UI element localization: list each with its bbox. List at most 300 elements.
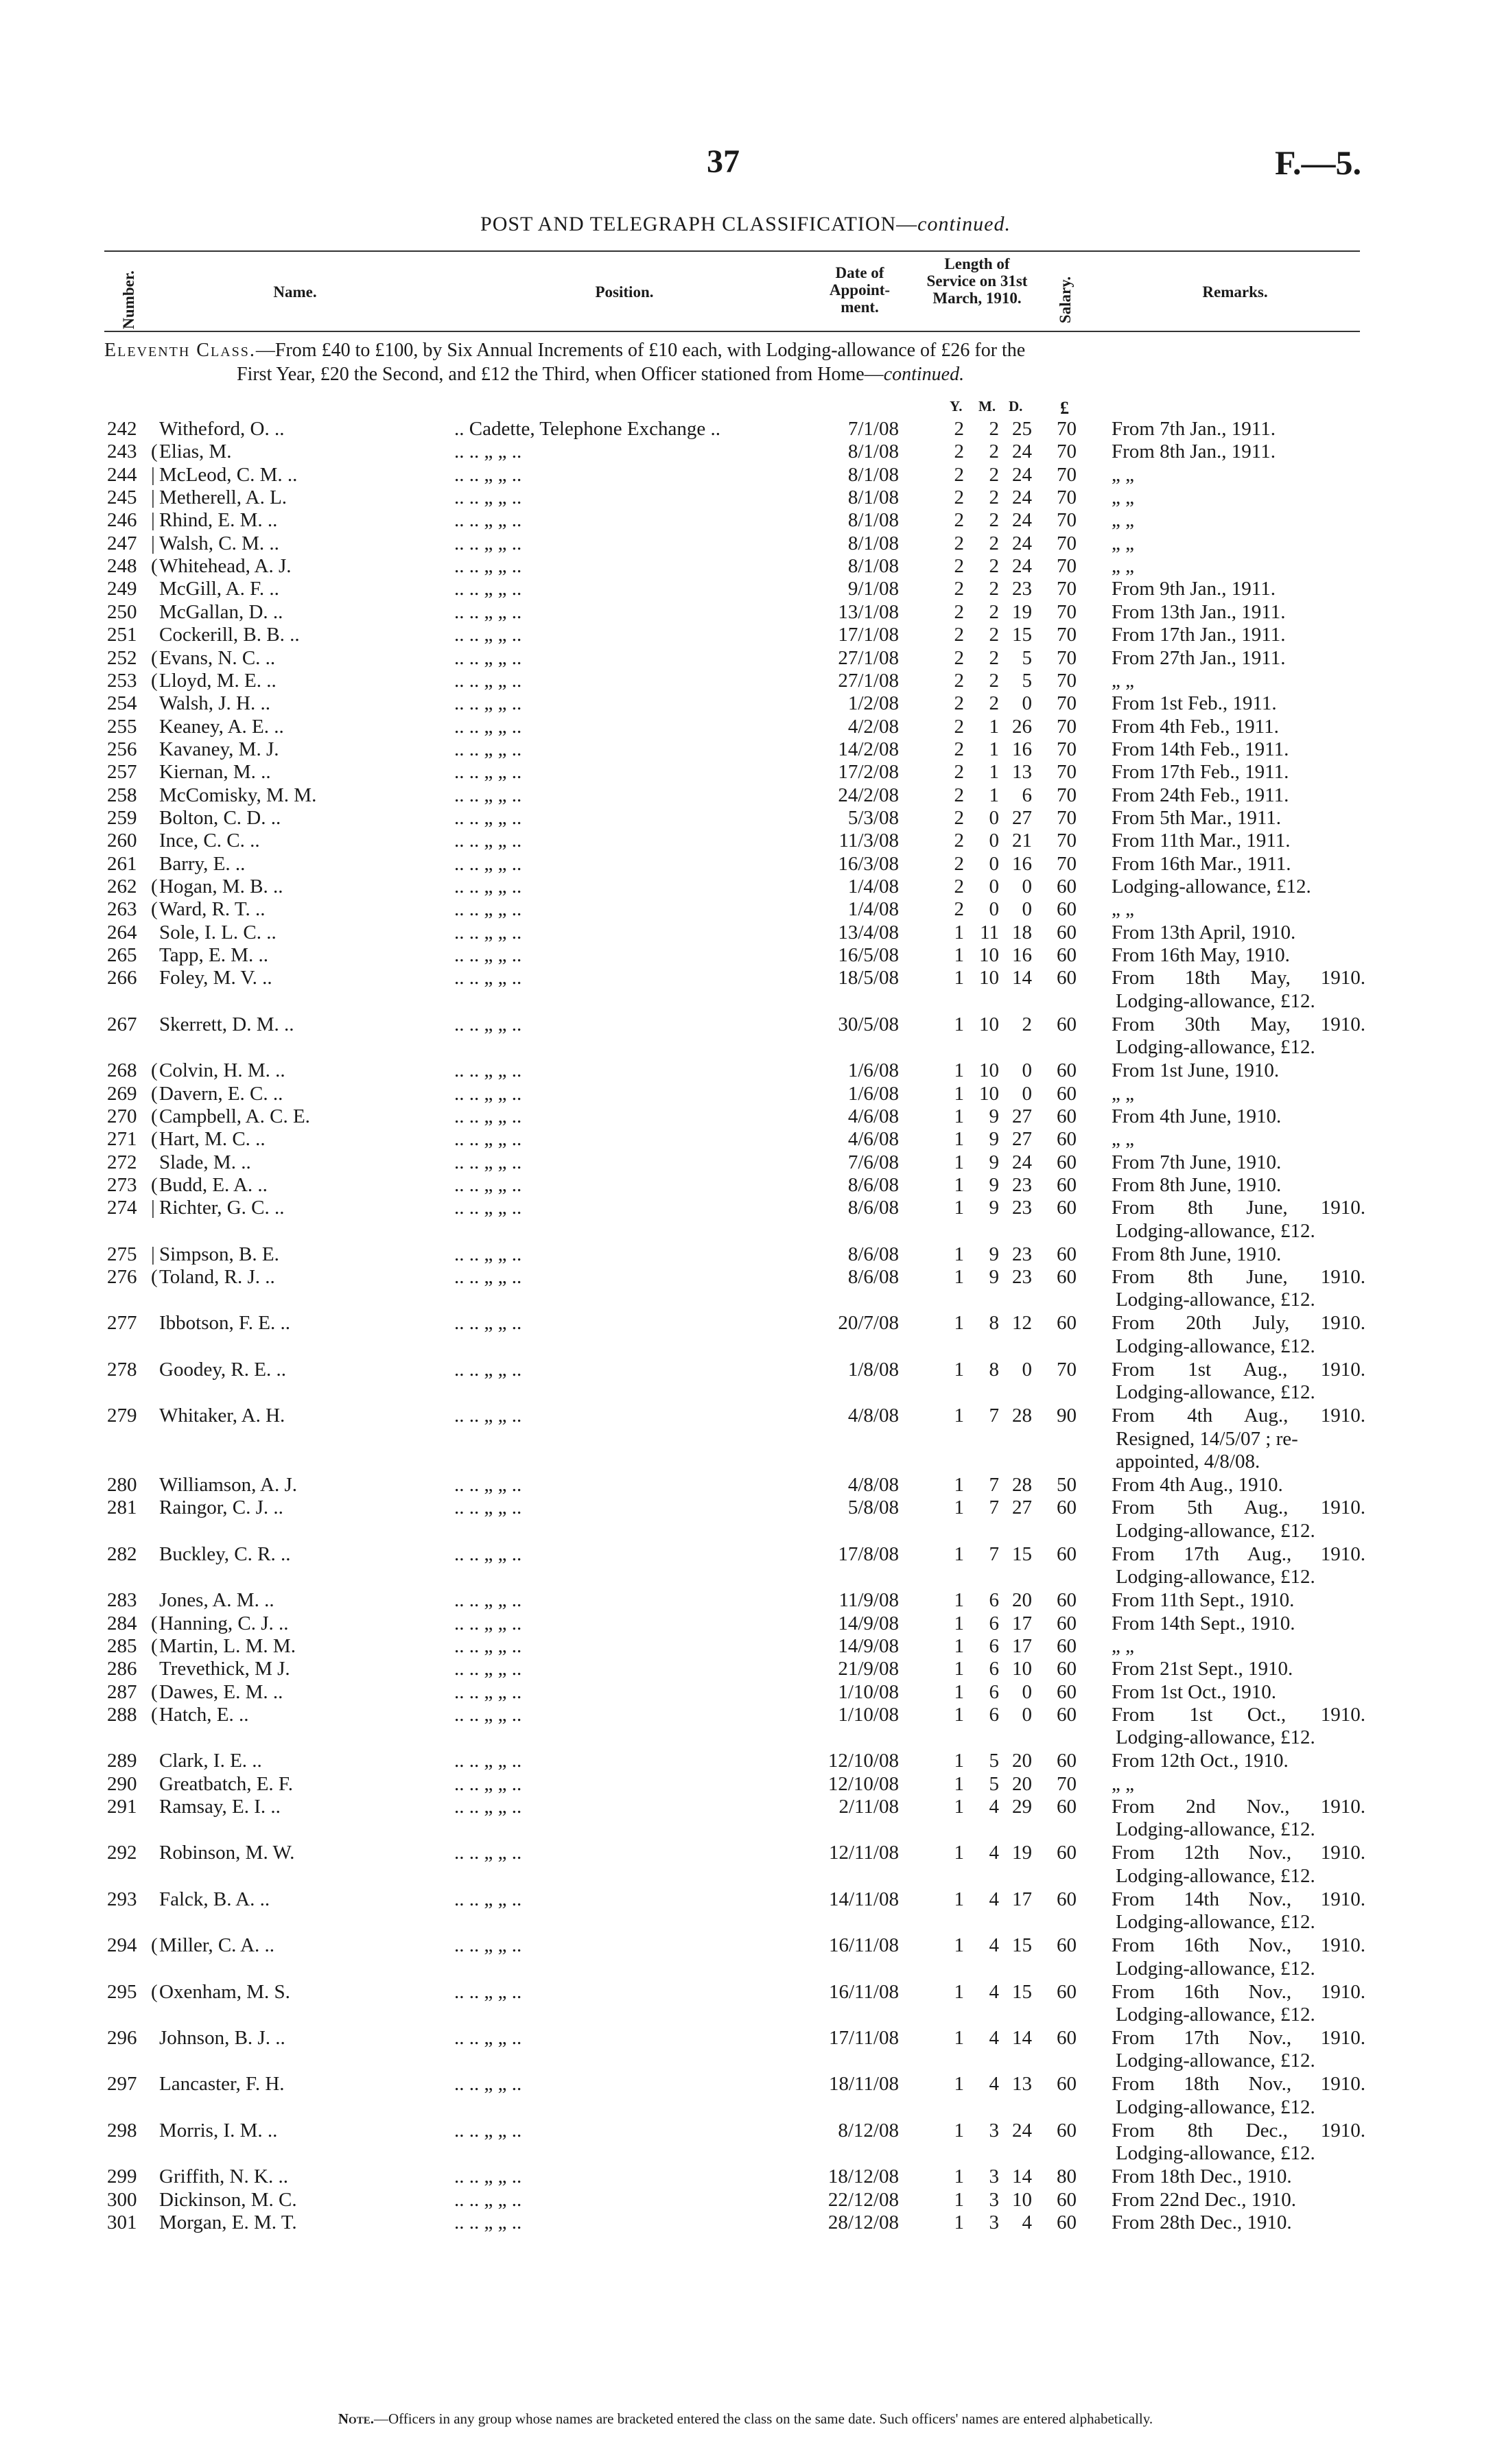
row-remarks: From 2nd Nov., 1910.	[1112, 1796, 1365, 1818]
row-remarks: From 16th Nov., 1910.	[1112, 1980, 1365, 2003]
row-position: .. .. „ „ ..	[454, 1358, 522, 1381]
row-position: .. .. „ „ ..	[454, 2119, 522, 2142]
row-salary: 70	[1057, 738, 1077, 760]
header-rule-bottom	[104, 331, 1360, 332]
row-remarks: From 5th Mar., 1911.	[1112, 806, 1282, 829]
row-name: Miller, C. A. ..	[159, 1934, 275, 1957]
row-number: 292	[107, 1842, 137, 1864]
row-position: .. .. „ „ ..	[454, 852, 522, 875]
row-remarks: From 11th Sept., 1910.	[1112, 1589, 1295, 1612]
row-years: 2	[954, 715, 964, 738]
row-years: 1	[954, 1542, 964, 1565]
row-number: 264	[107, 921, 137, 943]
row-bracket: (	[151, 1934, 158, 1957]
row-position: .. .. „ „ ..	[454, 761, 522, 784]
header-position: Position.	[595, 283, 654, 301]
row-days: 14	[1012, 2027, 1032, 2049]
row-position: .. .. „ „ ..	[454, 1151, 522, 1173]
row-days: 15	[1012, 1542, 1032, 1565]
row-name: Goodey, R. E. ..	[159, 1358, 286, 1381]
row-position: .. .. „ „ ..	[454, 1497, 522, 1519]
row-remarks: From 21st Sept., 1910.	[1112, 1658, 1293, 1680]
row-salary: 70	[1057, 692, 1077, 715]
row-date: 5/3/08	[847, 806, 899, 829]
row-number: 294	[107, 1934, 137, 1957]
row-remarks-continued: Lodging-allowance, £12.	[1116, 1381, 1315, 1404]
row-remarks-continued: Lodging-allowance, £12.	[1116, 2142, 1315, 2165]
row-number: 274	[107, 1197, 137, 1219]
subheader-pound: £	[1060, 398, 1069, 418]
row-months: 0	[989, 806, 999, 829]
header-name: Name.	[273, 283, 317, 301]
row-days: 0	[1022, 1358, 1032, 1381]
row-remarks: From 13th Jan., 1911.	[1112, 600, 1286, 623]
row-date: 17/8/08	[838, 1542, 899, 1565]
row-name: Budd, E. A. ..	[159, 1173, 268, 1196]
row-salary: 70	[1057, 441, 1077, 463]
class-heading-text: —From £40 to £100, by Six Annual Increments of £10 each, with Lodging-allowance of £26 for the	[255, 340, 1026, 361]
row-remarks: From 4th Feb., 1911.	[1112, 715, 1279, 738]
row-days: 23	[1012, 1266, 1032, 1289]
row-months: 5	[989, 1750, 999, 1772]
row-position: .. .. „ „ ..	[454, 1772, 522, 1795]
row-name: Jones, A. M. ..	[159, 1589, 274, 1612]
row-remarks: From 27th Jan., 1911.	[1112, 646, 1286, 669]
row-years: 1	[954, 967, 964, 989]
row-months: 2	[989, 441, 999, 463]
row-bracket: (	[151, 441, 158, 463]
row-years: 2	[954, 876, 964, 897]
header-date: Date of Appoint-ment.	[829, 264, 891, 316]
row-months: 9	[989, 1128, 999, 1151]
row-years: 1	[954, 1243, 964, 1265]
row-number: 298	[107, 2119, 137, 2142]
class-heading-line2-suffix: continued.	[883, 364, 965, 385]
row-position: .. .. „ „ ..	[454, 2188, 522, 2211]
row-months: 0	[989, 898, 999, 921]
row-months: 10	[979, 1059, 999, 1082]
row-remarks: From 8th Dec., 1910.	[1112, 2119, 1365, 2142]
row-days: 19	[1012, 1842, 1032, 1864]
row-date: 8/6/08	[847, 1243, 899, 1265]
row-years: 1	[954, 1634, 964, 1657]
row-days: 26	[1012, 715, 1032, 738]
row-bracket: (	[151, 1128, 158, 1151]
row-name: Whitaker, A. H.	[159, 1405, 285, 1427]
row-date: 16/11/08	[828, 1934, 899, 1957]
row-days: 27	[1012, 1105, 1032, 1127]
row-remarks: From 4th June, 1910.	[1112, 1105, 1282, 1127]
row-date: 11/3/08	[838, 830, 899, 852]
row-date: 17/11/08	[828, 2027, 899, 2049]
row-number: 242	[107, 418, 137, 440]
row-name: Tapp, E. M. ..	[159, 944, 269, 967]
row-number: 276	[107, 1266, 137, 1289]
row-bracket: |	[151, 1197, 155, 1219]
row-days: 10	[1012, 2188, 1032, 2211]
row-number: 270	[107, 1105, 137, 1127]
row-years: 1	[954, 1173, 964, 1196]
row-days: 28	[1012, 1405, 1032, 1427]
row-months: 4	[989, 1796, 999, 1818]
row-years: 1	[954, 1266, 964, 1289]
row-number: 269	[107, 1082, 137, 1105]
row-position: .. Cadette, Telephone Exchange ..	[454, 418, 720, 440]
row-date: 1/8/08	[847, 1358, 899, 1381]
row-remarks-continued: Lodging-allowance, £12.	[1116, 1864, 1315, 1887]
row-days: 0	[1022, 1680, 1032, 1703]
row-remarks: „ „	[1112, 1128, 1134, 1151]
row-months: 2	[989, 600, 999, 623]
row-years: 1	[954, 1082, 964, 1105]
row-date: 14/2/08	[838, 738, 899, 760]
row-days: 25	[1012, 418, 1032, 440]
row-position: .. .. „ „ ..	[454, 1658, 522, 1680]
row-position: .. .. „ „ ..	[454, 921, 522, 943]
row-salary: 70	[1057, 669, 1077, 692]
row-days: 5	[1022, 646, 1032, 669]
row-name: Barry, E. ..	[159, 852, 246, 875]
row-date: 4/6/08	[847, 1105, 899, 1127]
row-remarks-continued: Lodging-allowance, £12.	[1116, 1519, 1315, 1542]
row-date: 13/4/08	[838, 921, 899, 943]
row-name: Kavaney, M. J.	[159, 738, 279, 760]
row-remarks: From 1st Aug., 1910.	[1112, 1358, 1365, 1381]
row-years: 2	[954, 852, 964, 875]
row-months: 5	[989, 1772, 999, 1795]
row-number: 278	[107, 1358, 137, 1381]
row-years: 2	[954, 624, 964, 646]
row-months: 2	[989, 646, 999, 669]
row-months: 2	[989, 555, 999, 578]
row-number: 247	[107, 532, 137, 554]
row-salary: 70	[1057, 624, 1077, 646]
row-days: 6	[1022, 784, 1032, 806]
row-days: 20	[1012, 1750, 1032, 1772]
row-position: .. .. „ „ ..	[454, 646, 522, 669]
row-days: 0	[1022, 876, 1032, 897]
row-name: Keaney, A. E. ..	[159, 715, 284, 738]
row-date: 8/1/08	[847, 463, 899, 486]
row-number: 293	[107, 1888, 137, 1910]
row-salary: 60	[1057, 1151, 1077, 1173]
row-position: .. .. „ „ ..	[454, 669, 522, 692]
page-title	[0, 213, 1491, 236]
row-number: 252	[107, 646, 137, 669]
row-number: 257	[107, 761, 137, 784]
row-position: .. .. „ „ ..	[454, 1405, 522, 1427]
row-name: Davern, E. C. ..	[159, 1082, 283, 1105]
row-salary: 70	[1057, 486, 1077, 509]
row-bracket: |	[151, 509, 155, 532]
row-months: 3	[989, 2166, 999, 2188]
row-years: 2	[954, 555, 964, 578]
row-number: 291	[107, 1796, 137, 1818]
row-days: 15	[1012, 1980, 1032, 2003]
row-date: 14/11/08	[828, 1888, 899, 1910]
row-months: 7	[989, 1497, 999, 1519]
row-number: 250	[107, 600, 137, 623]
row-number: 256	[107, 738, 137, 760]
row-name: Rhind, E. M. ..	[159, 509, 278, 532]
row-number: 280	[107, 1474, 137, 1496]
row-years: 2	[954, 806, 964, 829]
row-remarks: „ „	[1112, 1634, 1134, 1657]
row-remarks: From 16th May, 1910.	[1112, 944, 1290, 967]
row-name: McLeod, C. M. ..	[159, 463, 298, 486]
row-months: 6	[989, 1612, 999, 1634]
row-days: 0	[1022, 1059, 1032, 1082]
row-months: 9	[989, 1151, 999, 1173]
row-number: 263	[107, 898, 137, 921]
row-months: 0	[989, 876, 999, 897]
row-months: 2	[989, 578, 999, 600]
row-months: 2	[989, 692, 999, 715]
row-number: 301	[107, 2211, 137, 2233]
row-name: Greatbatch, E. F.	[159, 1772, 293, 1795]
row-days: 17	[1012, 1612, 1032, 1634]
row-salary: 70	[1057, 784, 1077, 806]
row-date: 22/12/08	[827, 2188, 899, 2211]
row-remarks: „ „	[1112, 532, 1134, 554]
row-number: 282	[107, 1542, 137, 1565]
row-salary: 60	[1057, 2211, 1077, 2233]
row-years: 1	[954, 921, 964, 943]
row-remarks: „ „	[1112, 669, 1134, 692]
row-number: 260	[107, 830, 137, 852]
row-name: Campbell, A. C. E.	[159, 1105, 310, 1127]
row-months: 6	[989, 1680, 999, 1703]
row-bracket: (	[151, 1612, 158, 1634]
row-months: 10	[979, 1013, 999, 1035]
row-years: 1	[954, 1474, 964, 1496]
row-salary: 70	[1057, 418, 1077, 440]
row-days: 21	[1012, 830, 1032, 852]
row-name: Williamson, A. J.	[159, 1474, 298, 1496]
row-years: 2	[954, 646, 964, 669]
row-salary: 60	[1057, 1059, 1077, 1082]
row-years: 1	[954, 1888, 964, 1910]
row-number: 299	[107, 2166, 137, 2188]
row-months: 4	[989, 1980, 999, 2003]
row-name: Skerrett, D. M. ..	[159, 1013, 294, 1035]
row-years: 1	[954, 1405, 964, 1427]
row-salary: 60	[1057, 1796, 1077, 1818]
row-number: 287	[107, 1680, 137, 1703]
row-years: 1	[954, 1842, 964, 1864]
row-salary: 60	[1057, 1842, 1077, 1864]
row-remarks: From 17th Aug., 1910.	[1112, 1542, 1365, 1565]
row-remarks-continued: Lodging-allowance, £12.	[1116, 1911, 1315, 1934]
row-days: 0	[1022, 1703, 1032, 1726]
row-months: 2	[989, 418, 999, 440]
row-bracket: (	[151, 1173, 158, 1196]
row-remarks: From 7th June, 1910.	[1112, 1151, 1282, 1173]
row-salary: 60	[1057, 2188, 1077, 2211]
row-name: Griffith, N. K. ..	[159, 2166, 288, 2188]
row-date: 8/6/08	[847, 1173, 899, 1196]
row-position: .. .. „ „ ..	[454, 463, 522, 486]
row-years: 1	[954, 1358, 964, 1381]
row-date: 27/1/08	[838, 669, 899, 692]
row-number: 262	[107, 876, 137, 897]
row-date: 1/4/08	[847, 876, 899, 897]
row-days: 0	[1022, 692, 1032, 715]
row-years: 2	[954, 441, 964, 463]
row-years: 1	[954, 1059, 964, 1082]
header-rule-top	[104, 250, 1360, 252]
row-salary: 60	[1057, 1542, 1077, 1565]
row-years: 1	[954, 1934, 964, 1957]
row-bracket: (	[151, 1082, 158, 1105]
row-years: 1	[954, 2073, 964, 2096]
row-years: 2	[954, 669, 964, 692]
row-days: 16	[1012, 852, 1032, 875]
row-remarks: From 18th Nov., 1910.	[1112, 2073, 1365, 2096]
row-years: 1	[954, 1128, 964, 1151]
row-salary: 70	[1057, 852, 1077, 875]
header-salary: Salary.	[1057, 276, 1074, 324]
row-position: .. .. „ „ ..	[454, 1888, 522, 1910]
row-days: 23	[1012, 1243, 1032, 1265]
row-number: 261	[107, 852, 137, 875]
row-remarks: From 17th Feb., 1911.	[1112, 761, 1289, 784]
row-position: .. .. „ „ ..	[454, 1059, 522, 1082]
row-name: Raingor, C. J. ..	[159, 1497, 283, 1519]
row-name: Richter, G. C. ..	[159, 1197, 285, 1219]
row-date: 1/6/08	[847, 1059, 899, 1082]
page-number: 37	[707, 143, 740, 180]
row-name: Dickinson, M. C.	[159, 2188, 297, 2211]
row-salary: 50	[1057, 1474, 1077, 1496]
row-position: .. .. „ „ ..	[454, 624, 522, 646]
row-name: Morgan, E. M. T.	[159, 2211, 297, 2233]
row-salary: 70	[1057, 715, 1077, 738]
row-position: .. .. „ „ ..	[454, 2073, 522, 2096]
row-position: .. .. „ „ ..	[454, 692, 522, 715]
row-date: 14/9/08	[838, 1612, 899, 1634]
row-name: McComisky, M. M.	[159, 784, 317, 806]
row-number: 267	[107, 1013, 137, 1035]
row-remarks: From 16th Mar., 1911.	[1112, 852, 1291, 875]
footnote	[0, 2410, 1491, 2428]
row-name: Colvin, H. M. ..	[159, 1059, 285, 1082]
row-bracket: (	[151, 555, 158, 578]
row-bracket: (	[151, 1634, 158, 1657]
row-position: .. .. „ „ ..	[454, 876, 522, 897]
row-date: 14/9/08	[838, 1634, 899, 1657]
row-days: 15	[1012, 624, 1032, 646]
row-months: 6	[989, 1658, 999, 1680]
row-number: 281	[107, 1497, 137, 1519]
row-days: 0	[1022, 1082, 1032, 1105]
row-salary: 60	[1057, 944, 1077, 967]
row-name: Ward, R. T. ..	[159, 898, 266, 921]
row-number: 300	[107, 2188, 137, 2211]
row-date: 13/1/08	[838, 600, 899, 623]
row-remarks-continued: Lodging-allowance, £12.	[1116, 2050, 1315, 2072]
row-days: 20	[1012, 1589, 1032, 1612]
row-name: Walsh, C. M. ..	[159, 532, 279, 554]
row-name: Robinson, M. W.	[159, 1842, 295, 1864]
row-remarks: „ „	[1112, 898, 1134, 921]
row-years: 1	[954, 1796, 964, 1818]
subheader-months: M.	[978, 398, 996, 414]
row-date: 28/12/08	[827, 2211, 899, 2233]
row-years: 1	[954, 1658, 964, 1680]
row-position: .. .. „ „ ..	[454, 2166, 522, 2188]
row-bracket: (	[151, 1680, 158, 1703]
row-months: 2	[989, 669, 999, 692]
row-months: 4	[989, 2073, 999, 2096]
row-years: 2	[954, 486, 964, 509]
row-remarks: From 8th June, 1910.	[1112, 1197, 1365, 1219]
row-months: 4	[989, 1888, 999, 1910]
row-years: 2	[954, 600, 964, 623]
page-title-text: POST AND TELEGRAPH CLASSIFICATION—	[480, 213, 918, 235]
row-salary: 60	[1057, 1173, 1077, 1196]
row-salary: 90	[1057, 1405, 1077, 1427]
row-number: 277	[107, 1312, 137, 1335]
row-position: .. .. „ „ ..	[454, 441, 522, 463]
row-number: 284	[107, 1612, 137, 1634]
row-name: Ramsay, E. I. ..	[159, 1796, 281, 1818]
row-years: 1	[954, 944, 964, 967]
row-date: 4/6/08	[847, 1128, 899, 1151]
row-salary: 60	[1057, 876, 1077, 897]
row-days: 24	[1012, 532, 1032, 554]
row-date: 4/8/08	[847, 1405, 899, 1427]
row-salary: 60	[1057, 1105, 1077, 1127]
row-years: 1	[954, 1772, 964, 1795]
row-remarks: From 7th Jan., 1911.	[1112, 418, 1276, 440]
row-months: 6	[989, 1634, 999, 1657]
row-number: 259	[107, 806, 137, 829]
row-position: .. .. „ „ ..	[454, 1105, 522, 1127]
row-salary: 60	[1057, 1312, 1077, 1335]
row-name: Lancaster, F. H.	[159, 2073, 285, 2096]
row-name: Foley, M. V. ..	[159, 967, 272, 989]
row-salary: 60	[1057, 921, 1077, 943]
row-days: 24	[1012, 1151, 1032, 1173]
row-name: McGill, A. F. ..	[159, 578, 279, 600]
header-remarks: Remarks.	[1202, 283, 1268, 301]
row-years: 2	[954, 784, 964, 806]
row-days: 23	[1012, 1173, 1032, 1196]
row-name: Cockerill, B. B. ..	[159, 624, 300, 646]
row-position: .. .. „ „ ..	[454, 1703, 522, 1726]
row-name: Martin, L. M. M.	[159, 1634, 296, 1657]
row-remarks: From 17th Nov., 1910.	[1112, 2027, 1365, 2049]
row-days: 0	[1022, 898, 1032, 921]
row-remarks: From 14th Nov., 1910.	[1112, 1888, 1365, 1910]
row-months: 1	[989, 715, 999, 738]
row-months: 2	[989, 532, 999, 554]
row-date: 30/5/08	[838, 1013, 899, 1035]
row-years: 1	[954, 2027, 964, 2049]
row-date: 9/1/08	[847, 578, 899, 600]
row-date: 18/12/08	[827, 2166, 899, 2188]
row-bracket: (	[151, 669, 158, 692]
row-number: 266	[107, 967, 137, 989]
row-years: 1	[954, 2166, 964, 2188]
row-number: 283	[107, 1589, 137, 1612]
row-remarks-continued: Lodging-allowance, £12.	[1116, 1036, 1315, 1059]
row-date: 1/4/08	[847, 898, 899, 921]
row-name: Toland, R. J. ..	[159, 1266, 275, 1289]
row-position: .. .. „ „ ..	[454, 898, 522, 921]
row-remarks: From 22nd Dec., 1910.	[1112, 2188, 1297, 2211]
